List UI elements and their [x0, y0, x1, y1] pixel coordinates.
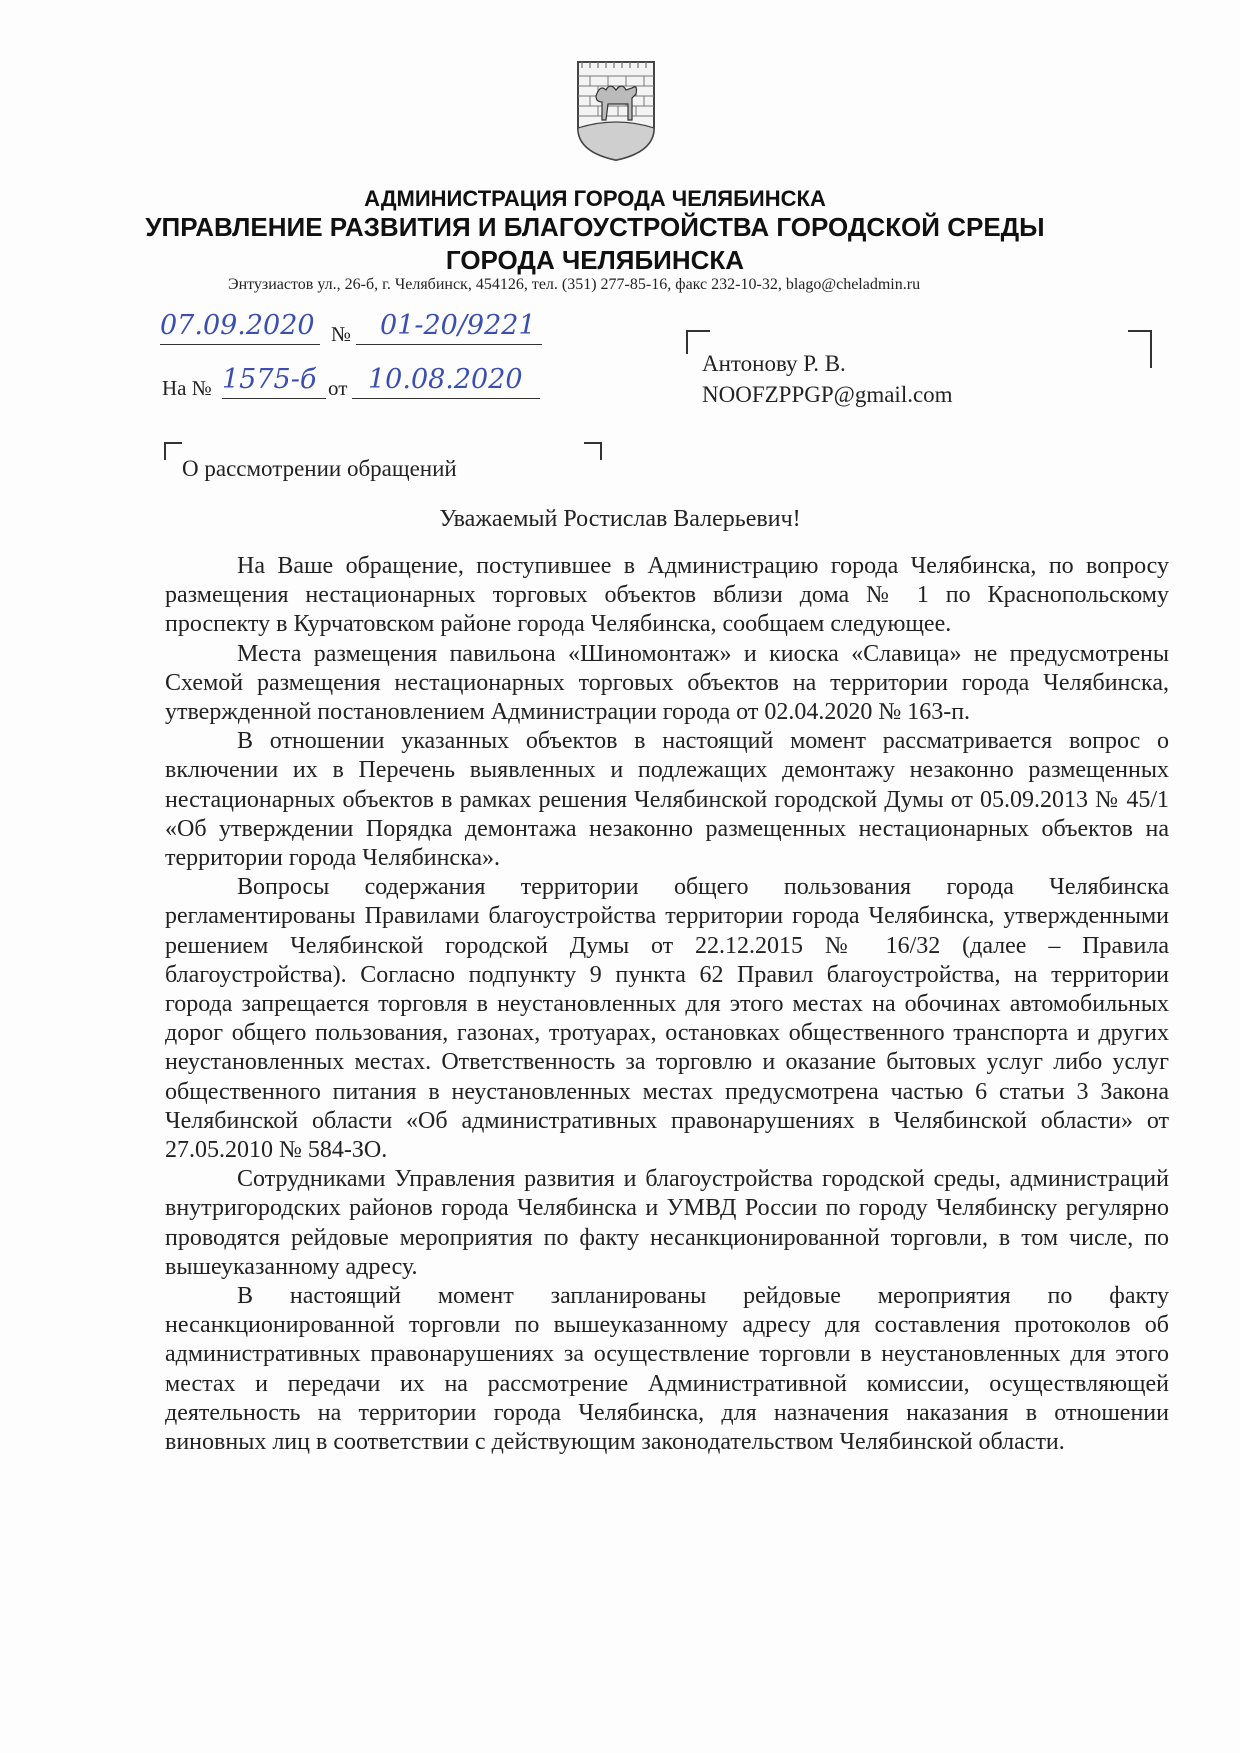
city-coat-of-arms-emblem	[574, 58, 658, 162]
paragraph: В настоящий момент запланированы рейдовые мероприятия по факту несанкционированной торговли по вышеуказанному адресу для составления протоколов об административных правонарушениях за осуществление торговли в неустановленных для этого местах и передачи их на рассмотрение Административной комиссии, осуществляющей деятельность на территории города Челябинска, для назначения наказания в отношении виновных лиц в соответствии с действующим законодательством Челябинской области.	[165, 1283, 1169, 1456]
number-underline	[356, 344, 542, 345]
outgoing-number-handwritten: 01-20/9221	[380, 310, 536, 341]
paragraph: На Ваше обращение, поступившее в Администрацию города Челябинска, по вопросу размещения нестационарных торговых объектов вблизи дома № 1 по Краснопольскому проспекту в Курчатовском районе города Челябинска, сообщаем следующее.	[165, 553, 1169, 638]
subject-corner-right	[584, 442, 602, 460]
addressee-email: NOOFZPPGP@gmail.com	[702, 382, 953, 407]
number-label: №	[331, 322, 352, 346]
letter-subject: О рассмотрении обращений	[182, 456, 457, 481]
paragraph: Вопросы содержания территории общего пользования города Челябинска регламентированы Правилами благоустройства территории города Челябинска, утвержденными решением Челябинской городской Думы от 22.12.2015 № 16/32 (далее – Правила благоустройства). Согласно подпункту 9 пункта 62 Правил благоустройства, на территории города запрещается торговля в неустановленных для этого местах на обочинах автомобильных дорог общего пользования, газонах, тротуарах, остановках общественного транспорта и других неустановленных местах. Ответственность за торговлю и оказание бытовых услуг либо услуг общественного питания в неустановленных местах предусмотрена частью 6 статьи 3 Закона Челябинской области «Об административных правонарушениях в Челябинской области» от 27.05.2010 № 584-ЗО.	[165, 874, 1169, 1164]
paragraph: Сотрудниками Управления развития и благоустройства городской среды, администраций внутригородских районов города Челябинска и УМВД России по городу Челябинску регулярно проводятся рейдовые мероприятия по факту несанкционированной торговли, в том числе, по вышеуказанному адресу.	[165, 1166, 1169, 1280]
date-underline	[160, 344, 320, 345]
salutation: Уважаемый Ростислав Валерьевич!	[439, 506, 801, 532]
department-title-city: ГОРОДА ЧЕЛЯБИНСКА	[445, 245, 745, 275]
reply-date-handwritten: 10.08.2020	[368, 364, 523, 395]
reply-number-underline	[222, 398, 326, 399]
paragraph: В отношении указанных объектов в настоящий момент рассматривается вопрос о включении их в Перечень выявленных и подлежащих демонтажу незаконно размещенных нестационарных объектов в рамках решения Челябинской городской Думы от 05.09.2013 № 45/1 «Об утверждении Порядка демонтажа незаконно размещенных нестационарных объектов на территории города Челябинска».	[165, 728, 1169, 872]
paragraph: Места размещения павильона «Шиномонтаж» и киоска «Славица» не предусмотрены Схемой размещения нестационарных торговых объектов на территории города Челябинска, утвержденной постановлением Администрации города от 02.04.2020 № 163-п.	[165, 640, 1169, 726]
from-label: от	[328, 376, 348, 400]
addressee-name: Антонову Р. В.	[702, 351, 846, 376]
department-address: Энтузиастов ул., 26-б, г. Челябинск, 454126, тел. (351) 277-85-16, факс 232-10-32, blago@cheladmin.ru	[228, 276, 921, 293]
outgoing-date-handwritten: 07.09.2020	[160, 310, 315, 341]
reply-number-handwritten: 1575-б	[222, 364, 317, 395]
addressee-block	[702, 348, 953, 410]
letter-body	[165, 552, 1169, 1457]
reply-date-underline	[352, 398, 540, 399]
department-title: УПРАВЛЕНИЕ РАЗВИТИЯ И БЛАГОУСТРОЙСТВА ГОРОДСКОЙ СРЕДЫ	[145, 212, 1045, 242]
addressee-corner-right	[1128, 330, 1152, 368]
administration-title: АДМИНИСТРАЦИЯ ГОРОДА ЧЕЛЯБИНСКА	[364, 186, 826, 211]
subject-corner-left	[164, 442, 182, 460]
reply-to-label: На №	[162, 376, 212, 400]
